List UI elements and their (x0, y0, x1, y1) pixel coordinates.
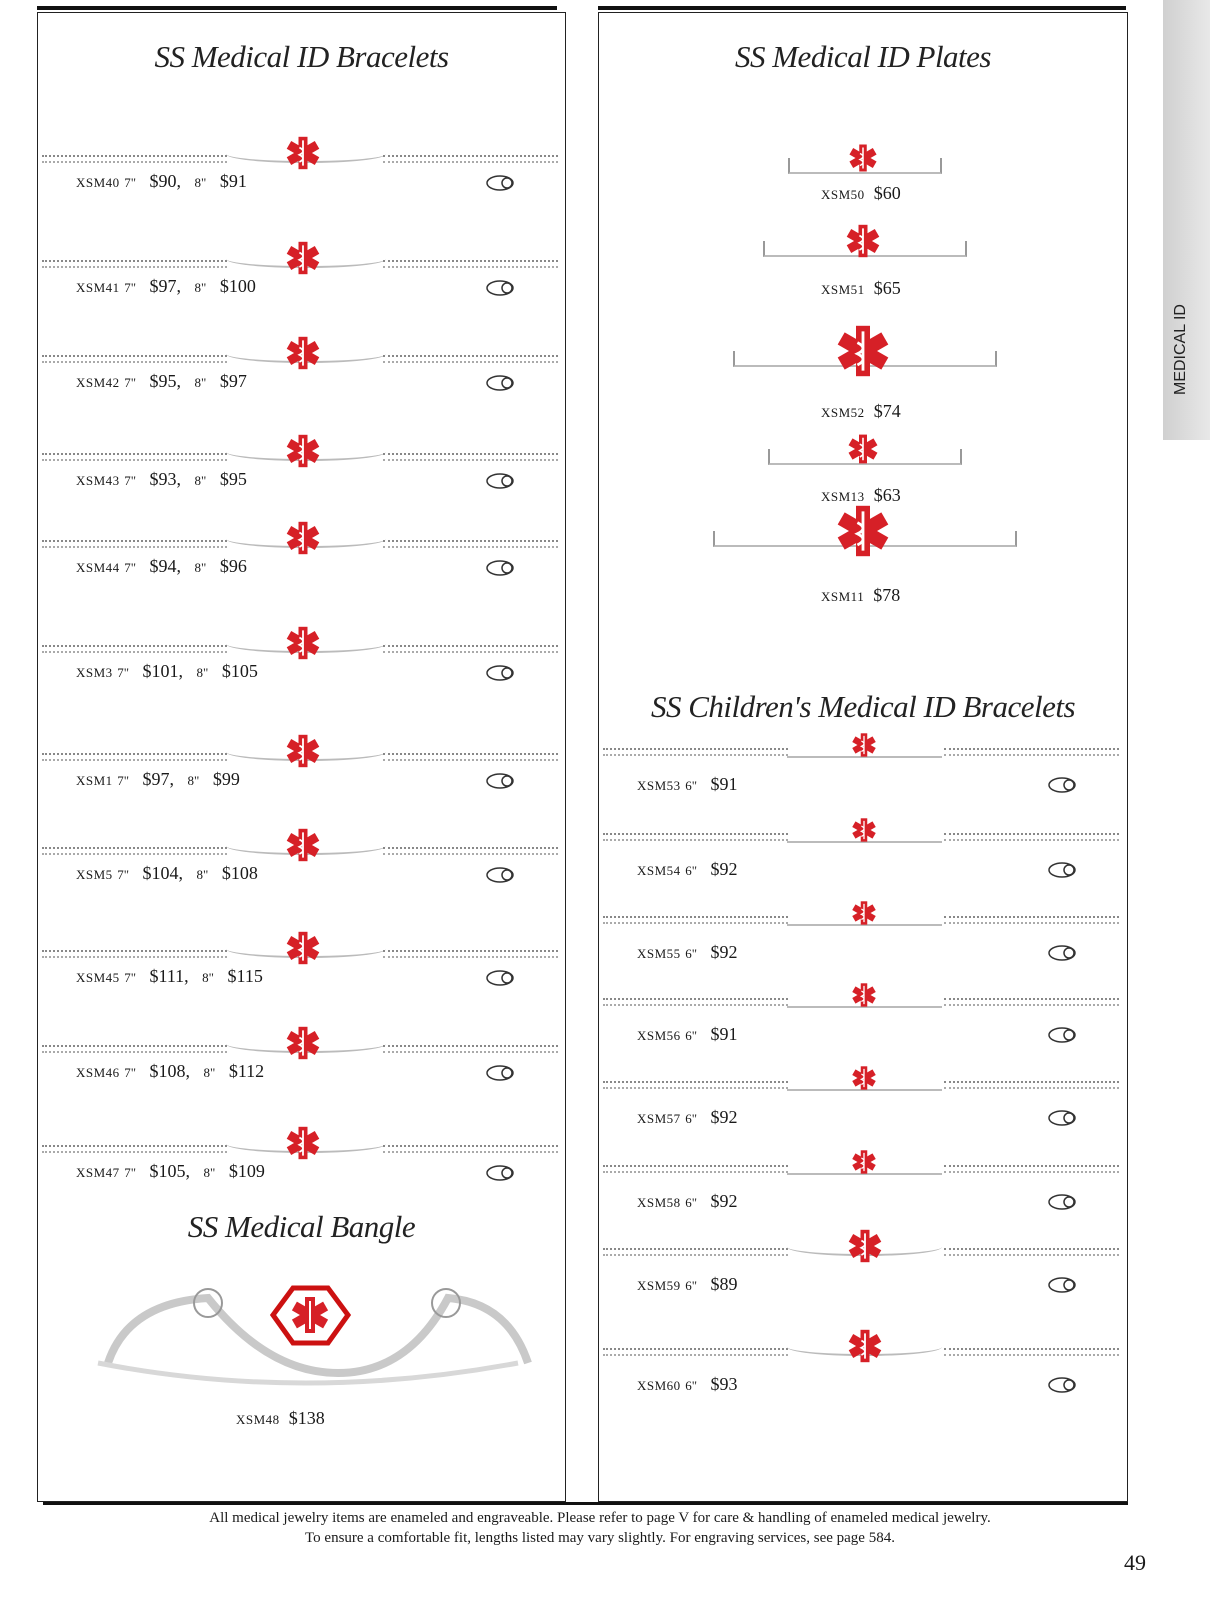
medical-star-icon (845, 223, 881, 259)
children-label: XSM56 6" $91 (637, 1024, 738, 1044)
id-plate-item (599, 143, 1127, 207)
medical-emblem (285, 335, 321, 371)
children-bracelet-item (599, 1155, 1127, 1225)
children-bracelet-item (599, 1338, 1127, 1408)
children-bracelet-item (599, 1238, 1127, 1308)
children-bracelet-item (599, 738, 1127, 808)
chain-left (42, 260, 227, 268)
clasp-icon (1047, 1193, 1081, 1211)
clasp-icon (1047, 776, 1081, 794)
chain-left (603, 1165, 788, 1173)
bracelet-label: XSM47 7" $105, 8" $109 (76, 1161, 265, 1181)
bangle-title: SS Medical Bangle (187, 1209, 416, 1244)
chain-left (42, 753, 227, 761)
medical-emblem (285, 135, 321, 171)
children-bracelet-item (599, 823, 1127, 893)
chain-left (42, 155, 227, 163)
bracelet-label: XSM5 7" $104, 8" $108 (76, 863, 258, 883)
medical-emblem (851, 732, 877, 758)
bracelet-item (38, 741, 565, 821)
bracelet-item (38, 248, 565, 328)
chain-left (42, 355, 227, 363)
medical-emblem (851, 982, 877, 1008)
medical-emblem (847, 1228, 883, 1264)
chain-right (383, 260, 558, 268)
chain-left (42, 540, 227, 548)
chain-right (944, 833, 1119, 841)
id-plate-item (599, 433, 1127, 509)
bracelet-label: XSM44 7" $94, 8" $96 (76, 556, 247, 576)
chain-right (383, 1045, 558, 1053)
medical-star-icon (285, 827, 321, 863)
footer-line-2: To ensure a comfortable fit, lengths listed may vary slightly. For engraving services, see page 584. (305, 1530, 895, 1546)
bracelet-label: XSM42 7" $95, 8" $97 (76, 371, 247, 391)
bracelet-item (38, 143, 565, 223)
bracelet-label: XSM40 7" $90, 8" $91 (76, 171, 247, 191)
clasp-icon (485, 559, 519, 577)
medical-star-icon (285, 240, 321, 276)
medical-emblem (848, 143, 878, 173)
medical-emblem (847, 1328, 883, 1364)
clasp-icon (485, 174, 519, 192)
medical-star-icon (285, 930, 321, 966)
clasp-icon (485, 1164, 519, 1182)
clasp-icon (485, 772, 519, 790)
medical-star-icon (285, 1125, 321, 1161)
clasp-icon (1047, 1276, 1081, 1294)
chain-left (42, 950, 227, 958)
chain-right (944, 1165, 1119, 1173)
id-plate-item (599, 323, 1127, 425)
bracelet-item (38, 343, 565, 423)
chain-right (383, 847, 558, 855)
medical-emblem (851, 1149, 877, 1175)
children-label: XSM60 6" $93 (637, 1374, 738, 1394)
medical-star-icon (285, 625, 321, 661)
chain-left (42, 1045, 227, 1053)
left-panel-title: SS Medical ID Bracelets (154, 39, 449, 74)
chain-left (42, 847, 227, 855)
clasp-icon (485, 866, 519, 884)
medical-star-icon (848, 143, 878, 173)
chain-right (383, 453, 558, 461)
right-panel (598, 12, 1128, 1502)
chain-right (944, 1248, 1119, 1256)
id-plate-item (599, 223, 1127, 302)
medical-star-icon (851, 732, 877, 758)
chain-right (944, 1081, 1119, 1089)
medical-emblem (285, 433, 321, 469)
medical-emblem (835, 503, 891, 559)
medical-star-icon (285, 520, 321, 556)
bracelet-label: XSM41 7" $97, 8" $100 (76, 276, 256, 296)
bangle-label: XSM48 $138 (236, 1408, 325, 1428)
medical-emblem (835, 323, 891, 379)
bracelet-item (38, 441, 565, 521)
children-label: XSM54 6" $92 (637, 859, 738, 879)
bracelet-label: XSM1 7" $97, 8" $99 (76, 769, 240, 789)
chain-left (42, 453, 227, 461)
plate-label: XSM11 $78 (821, 585, 901, 605)
clasp-icon (1047, 861, 1081, 879)
chain-right (944, 998, 1119, 1006)
medical-emblem (851, 817, 877, 843)
clasp-icon (485, 279, 519, 297)
children-label: XSM53 6" $91 (637, 774, 738, 794)
chain-right (383, 155, 558, 163)
chain-left (603, 998, 788, 1006)
children-label: XSM58 6" $92 (637, 1191, 738, 1211)
chain-right (383, 950, 558, 958)
chain-right (383, 645, 558, 653)
medical-emblem (851, 1065, 877, 1091)
medical-star-icon (847, 1228, 883, 1264)
bangle-image (68, 1263, 538, 1393)
medical-star-icon (285, 1025, 321, 1061)
chain-left (42, 1145, 227, 1153)
medical-emblem (285, 1025, 321, 1061)
clasp-icon (1047, 944, 1081, 962)
children-label: XSM55 6" $92 (637, 942, 738, 962)
plates-title: SS Medical ID Plates (734, 39, 991, 74)
clasp-icon (1047, 1376, 1081, 1394)
medical-star-icon (847, 433, 879, 465)
children-bracelet-item (599, 988, 1127, 1058)
chain-right (383, 1145, 558, 1153)
medical-star-icon (851, 900, 877, 926)
bracelet-label: XSM46 7" $108, 8" $112 (76, 1061, 265, 1081)
plate-label: XSM51 $65 (821, 278, 901, 298)
medical-emblem (285, 625, 321, 661)
children-bracelet-item (599, 1071, 1127, 1141)
bracelet-item (38, 1033, 565, 1113)
bracelet-item (38, 528, 565, 608)
plate-label: XSM52 $74 (821, 401, 901, 421)
chain-left (603, 748, 788, 756)
medical-star-icon (851, 1149, 877, 1175)
medical-star-icon (847, 1328, 883, 1364)
chain-right (383, 540, 558, 548)
medical-emblem (851, 900, 877, 926)
plate-label: XSM50 $60 (821, 183, 901, 203)
medical-emblem (285, 827, 321, 863)
chain-right (383, 753, 558, 761)
medical-star-icon (835, 323, 891, 379)
chain-right (944, 748, 1119, 756)
footer-text (100, 1508, 1100, 1548)
chain-left (603, 1081, 788, 1089)
bracelet-item (38, 633, 565, 713)
medical-star-icon (851, 817, 877, 843)
clasp-icon (1047, 1026, 1081, 1044)
id-plate-item (599, 503, 1127, 609)
clasp-icon (485, 664, 519, 682)
medical-emblem (845, 223, 881, 259)
medical-emblem (285, 520, 321, 556)
medical-star-icon (851, 1065, 877, 1091)
bracelet-item (38, 1133, 565, 1213)
chain-right (944, 1348, 1119, 1356)
bracelet-item (38, 835, 565, 915)
chain-left (603, 833, 788, 841)
page-number: 49 (1124, 1550, 1146, 1575)
chain-left (603, 1348, 788, 1356)
clasp-icon (485, 472, 519, 490)
medical-star-icon (285, 335, 321, 371)
medical-star-icon (285, 733, 321, 769)
medical-star-icon (285, 433, 321, 469)
medical-emblem (285, 1125, 321, 1161)
bracelet-label: XSM3 7" $101, 8" $105 (76, 661, 258, 681)
children-bracelet-item (599, 906, 1127, 976)
children-label: XSM57 6" $92 (637, 1107, 738, 1127)
plate-label: XSM13 $63 (821, 485, 901, 505)
medical-emblem (847, 433, 879, 465)
medical-star-icon (835, 503, 891, 559)
clasp-icon (1047, 1109, 1081, 1127)
chain-right (944, 916, 1119, 924)
chain-left (603, 916, 788, 924)
right-panel-top-rule (598, 6, 1126, 10)
clasp-icon (485, 374, 519, 392)
medical-star-icon (285, 135, 321, 171)
medical-emblem (285, 240, 321, 276)
children-title: SS Children's Medical ID Bracelets (650, 689, 1076, 724)
children-label: XSM59 6" $89 (637, 1274, 738, 1294)
medical-emblem (285, 930, 321, 966)
medical-star-icon (851, 982, 877, 1008)
clasp-icon (485, 969, 519, 987)
chain-right (383, 355, 558, 363)
left-panel (37, 12, 566, 1502)
left-panel-top-rule (37, 6, 557, 10)
chain-left (42, 645, 227, 653)
clasp-icon (485, 1064, 519, 1082)
bracelet-label: XSM43 7" $93, 8" $95 (76, 469, 247, 489)
side-tab-label: MEDICAL ID (1172, 304, 1189, 395)
medical-emblem (285, 733, 321, 769)
footer-rule (43, 1502, 1128, 1505)
chain-left (603, 1248, 788, 1256)
bracelet-label: XSM45 7" $111, 8" $115 (76, 966, 263, 986)
footer-line-1: All medical jewelry items are enameled and engraveable. Please refer to page V for care & handling of enameled medical jewelry. (209, 1510, 991, 1526)
bracelet-item (38, 938, 565, 1018)
